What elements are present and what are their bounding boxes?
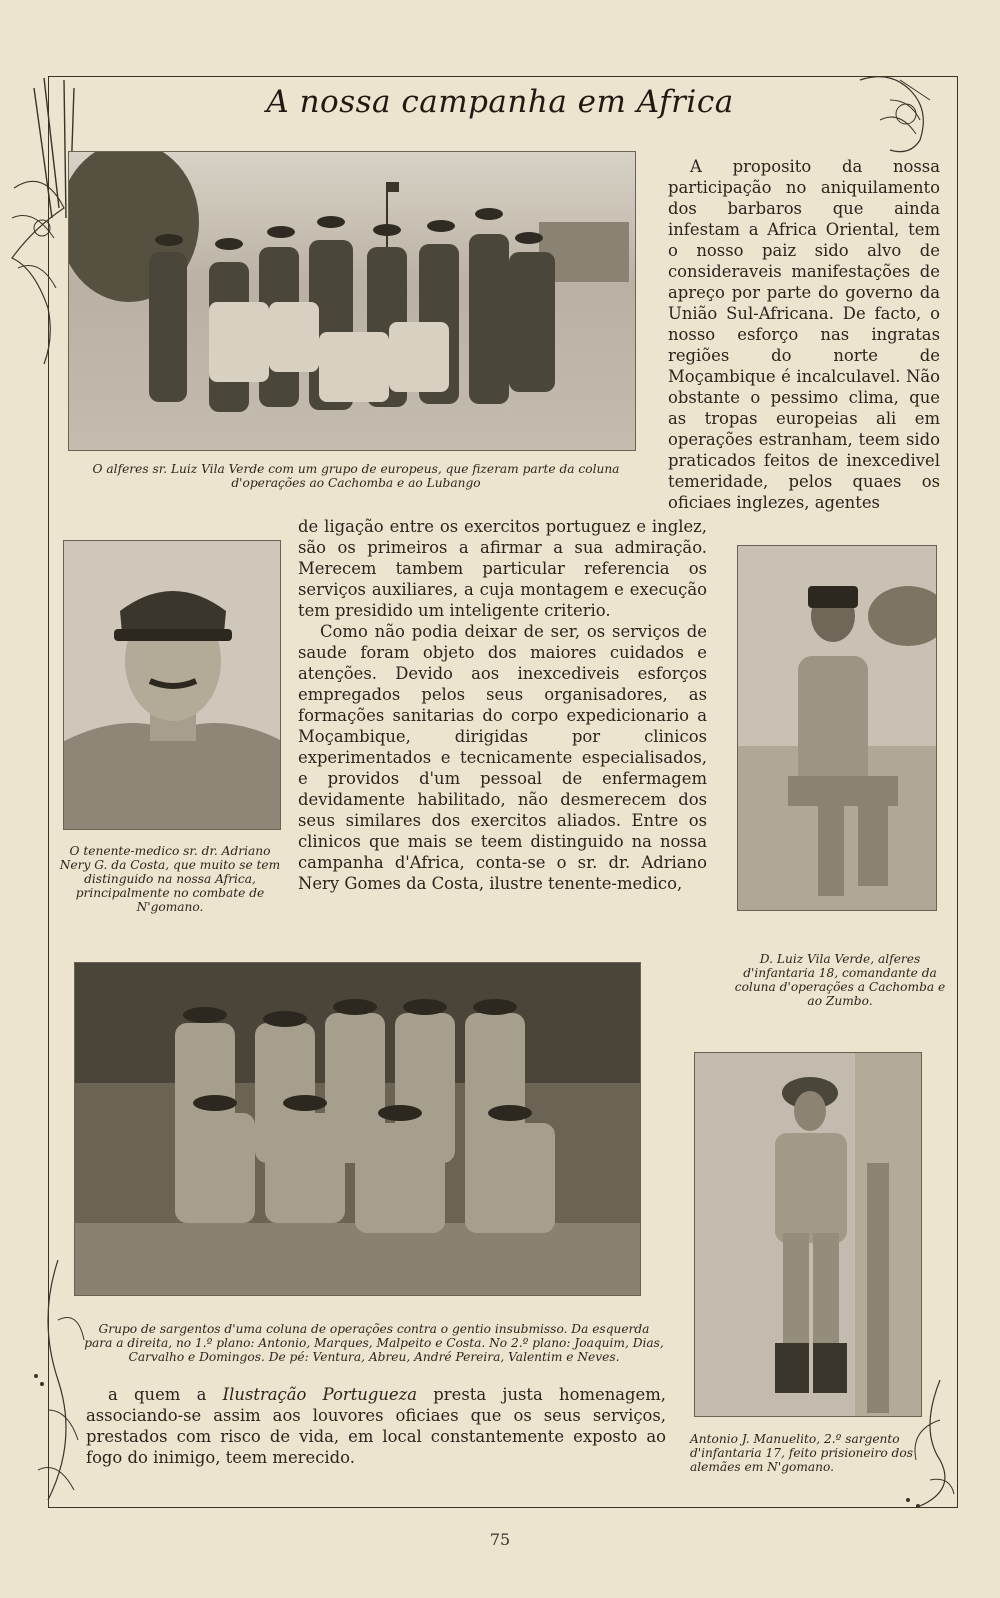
caption-alferes: D. Luiz Vila Verde, alferes d'infantaria 18, comandante da coluna d'operações a Cachomba e ao Zumbo. <box>734 952 946 1008</box>
caption-doctor: O tenente-medico sr. dr. Adriano Nery G. da Costa, que muito se tem distinguido na nossa Africa, principalmente no combate de N'gomano. <box>59 844 281 914</box>
publication-name: Ilustração Portugueza <box>222 1385 418 1404</box>
intro-column-text: A proposito da nossa participação no aniquilamento dos barbaros que ainda infestam a Africa Oriental, tem o nosso paiz sido alvo de consideraveis manifestações de apreço por parte do governo da União Sul-Africana. De facto, o nosso esforço nas ingratas regiões do norte de Moçambique é incalculavel. Não obstante o pessimo clima, que as tropas europeias ali em operações estranham, teem sido praticados feitos de inexcedivel temeridade, pelos quaes os oficiaes inglezes, agentes <box>668 157 940 512</box>
photo-doctor-portrait <box>63 540 281 830</box>
closing-text-start: a quem a <box>108 1385 223 1404</box>
caption-group-europeans: O alferes sr. Luiz Vila Verde com um grupo de europeus, que fizeram parte da coluna d'operações ao Cachomba e ao Lubango <box>92 462 620 490</box>
closing-paragraph <box>86 1384 666 1468</box>
article-title: A nossa campanha em Africa <box>266 84 734 120</box>
closing-text-end: presta justa homenagem, associando-se assim aos louvores oficiaes que os seus serviços, prestados com risco de vida, em local constantemente exposto ao fogo do inimigo, teem merecido. <box>86 1385 666 1467</box>
center-column-text: de ligação entre os exercitos portuguez e inglez, são os primeiros a afirmar a sua admiração. Merecem tambem particular referencia os serviços auxiliares, a cuja montagem e execução tem presidido um inteligente criterio. Como não podia deixar de ser, os serviços de saude foram objeto dos maiores cuidados e atenções. Devido aos inexcediveis esforços empregados pelos seus organisadores, as formações sanitarias do corpo expedicionario a Moçambique, dirigidas por clinicos experimentados e tecnicamente especialisados, e providos d'um pessoal de enfermagem devidamente habilitado, não desmerecem dos seus similares dos exercitos aliados. Entre os clinicos que mais se teem distinguido na nossa campanha d'Africa, conta-se o sr. dr. Adriano Nery Gomes da Costa, ilustre tenente-medico, <box>298 517 707 893</box>
caption-manuelito: Antonio J. Manuelito, 2.º sargento d'infantaria 17, feito prisioneiro dos alemães em N'gomano. <box>690 1432 913 1474</box>
photo-manuelito-standing <box>694 1052 922 1417</box>
page-number: 75 <box>489 1530 511 1549</box>
photo-sargentos-group <box>74 962 641 1296</box>
photo-group-europeans <box>68 151 636 451</box>
photo-alferes-seated <box>737 545 937 911</box>
caption-sargentos: Grupo de sargentos d'uma coluna de operações contra o gentio insubmisso. Da esquerda para a direita, no 1.º plano: Antonio, Marques, Malpeito e Costa. No 2.º plano: Joaquim, Dias, Carvalho e Domingos. De pé: Ventura, Abreu, André Pereira, Valentim e Neves. <box>84 1322 664 1364</box>
